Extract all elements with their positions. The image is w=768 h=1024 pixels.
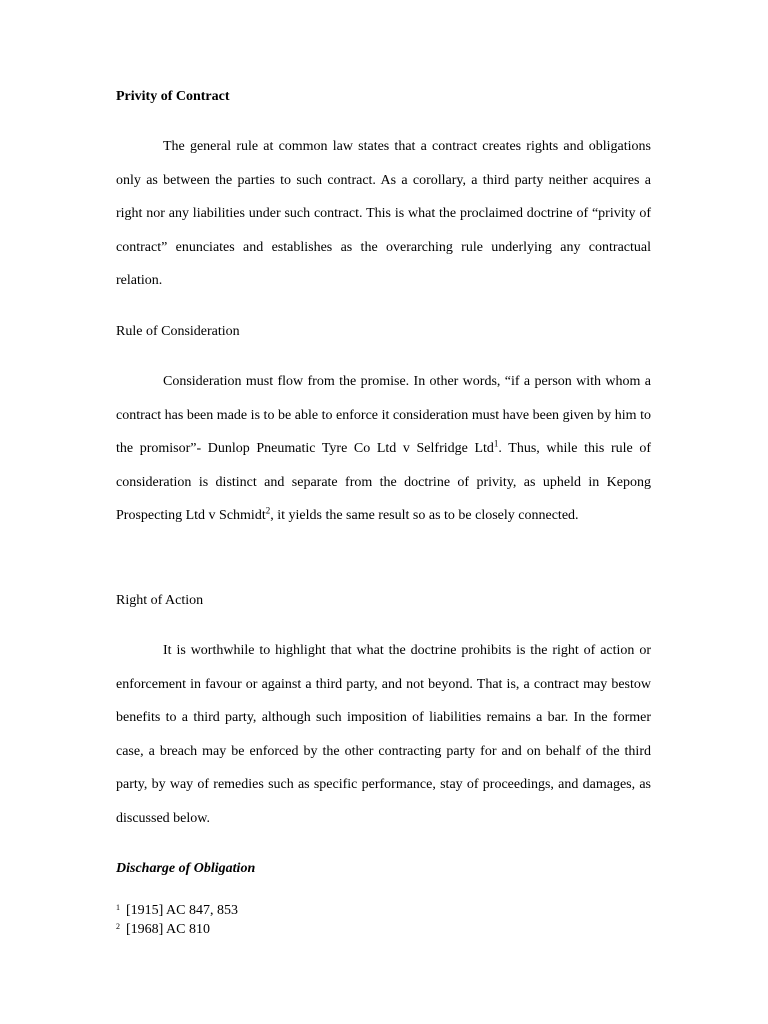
footnote-number: 1 [116, 903, 120, 912]
footnotes [116, 902, 238, 940]
footnote-text: [1915] AC 847, 853 [126, 903, 238, 918]
paragraph-consideration [116, 365, 651, 533]
paragraph-consideration-part-a: Consideration must flow from the promise. In other words, “if a person with whom a contract has been made is to be able to enforce it consideration must have been given by him to the promisor”- Dunlop Pneumatic Tyre Co Ltd v Selfridge Ltd [116, 374, 651, 457]
footnote-ref-1: 1 [493, 438, 499, 449]
section-heading-discharge: Discharge of Obligation [116, 861, 256, 876]
footnote-text: [1968] AC 810 [126, 922, 210, 937]
footnote-ref-2: 2 [265, 505, 271, 516]
paragraph-right-of-action: It is worthwhile to highlight that what the doctrine prohibits is the right of action or enforcement in favour or against a third party, and not beyond. That is, a contract may bestow benefits to a third party, although such imposition of liabilities remains a bar. In the former case, a breach may be enforced by the other contracting party for and on behalf of the third party, by way of remedies such as specific performance, stay of proceedings, and damages, as discussed below. [116, 643, 651, 826]
footnote-2 [116, 921, 238, 940]
footnote-number: 2 [116, 922, 120, 931]
section-heading-consideration: Rule of Consideration [116, 324, 240, 339]
document-title: Privity of Contract [116, 89, 230, 104]
paragraph-consideration-part-b: . Thus, while this rule of consideration is distinct and separate from the doctrine of privity, as upheld in Kepong Prospecting Ltd v Schmidt [116, 441, 651, 524]
section-heading-right-of-action: Right of Action [116, 593, 204, 608]
paragraph-privity: The general rule at common law states that a contract creates rights and obligations only as between the parties to such contract. As a corollary, a third party neither acquires a right nor any liabilities under such contract. This is what the proclaimed doctrine of “privity of contract” enunciates and establishes as the overarching rule underlying any contractual relation. [116, 139, 651, 289]
footnote-1 [116, 902, 238, 921]
paragraph-consideration-part-c: , it yields the same result so as to be closely connected. [270, 508, 579, 524]
